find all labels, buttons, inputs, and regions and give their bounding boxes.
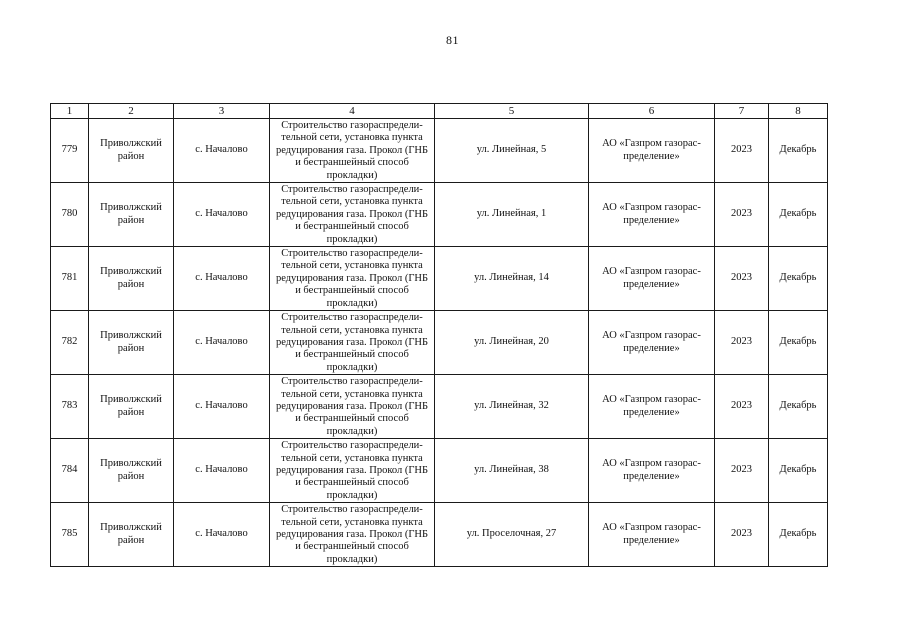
- row-number-cell: 782: [51, 311, 89, 375]
- address-cell: ул. Линейная, 38: [435, 439, 589, 503]
- description-cell: Строительство газораспредели-тельной сети, установка пункта редуцирования газа. Прокол (ГНБ и бестраншейный способ прокладки): [270, 247, 435, 311]
- year-cell: 2023: [715, 375, 769, 439]
- table-row: [51, 119, 828, 183]
- owner-cell: АО «Газпром газорас-пределение»: [589, 119, 715, 183]
- header-cell-4: 4: [270, 104, 435, 119]
- table-row: [51, 503, 828, 567]
- year-cell: 2023: [715, 183, 769, 247]
- owner-cell: АО «Газпром газорас-пределение»: [589, 503, 715, 567]
- owner-cell: АО «Газпром газорас-пределение»: [589, 183, 715, 247]
- district-cell: Приволжский район: [89, 183, 174, 247]
- month-cell: Декабрь: [769, 119, 828, 183]
- description-cell: Строительство газораспредели-тельной сети, установка пункта редуцирования газа. Прокол (ГНБ и бестраншейный способ прокладки): [270, 183, 435, 247]
- address-cell: ул. Линейная, 1: [435, 183, 589, 247]
- year-cell: 2023: [715, 439, 769, 503]
- owner-cell: АО «Газпром газорас-пределение»: [589, 311, 715, 375]
- address-cell: ул. Линейная, 5: [435, 119, 589, 183]
- header-cell-8: 8: [769, 104, 828, 119]
- year-cell: 2023: [715, 311, 769, 375]
- address-cell: ул. Линейная, 14: [435, 247, 589, 311]
- address-cell: ул. Линейная, 32: [435, 375, 589, 439]
- header-cell-1: 1: [51, 104, 89, 119]
- table-row: [51, 247, 828, 311]
- month-cell: Декабрь: [769, 311, 828, 375]
- row-number-cell: 781: [51, 247, 89, 311]
- table-row: [51, 375, 828, 439]
- header-cell-2: 2: [89, 104, 174, 119]
- month-cell: Декабрь: [769, 183, 828, 247]
- row-number-cell: 779: [51, 119, 89, 183]
- district-cell: Приволжский район: [89, 311, 174, 375]
- row-number-cell: 784: [51, 439, 89, 503]
- address-cell: ул. Проселочная, 27: [435, 503, 589, 567]
- header-cell-6: 6: [589, 104, 715, 119]
- settlement-cell: с. Началово: [174, 247, 270, 311]
- month-cell: Декабрь: [769, 439, 828, 503]
- year-cell: 2023: [715, 503, 769, 567]
- table-row: [51, 439, 828, 503]
- settlement-cell: с. Началово: [174, 375, 270, 439]
- header-cell-7: 7: [715, 104, 769, 119]
- settlement-cell: с. Началово: [174, 119, 270, 183]
- settlement-cell: с. Началово: [174, 439, 270, 503]
- settlement-cell: с. Началово: [174, 311, 270, 375]
- settlement-cell: с. Началово: [174, 503, 270, 567]
- header-cell-3: 3: [174, 104, 270, 119]
- owner-cell: АО «Газпром газорас-пределение»: [589, 247, 715, 311]
- page-number: 81: [446, 33, 459, 47]
- district-cell: Приволжский район: [89, 247, 174, 311]
- table-row: [51, 311, 828, 375]
- month-cell: Декабрь: [769, 247, 828, 311]
- row-number-cell: 780: [51, 183, 89, 247]
- district-cell: Приволжский район: [89, 439, 174, 503]
- district-cell: Приволжский район: [89, 119, 174, 183]
- row-number-cell: 785: [51, 503, 89, 567]
- description-cell: Строительство газораспредели-тельной сети, установка пункта редуцирования газа. Прокол (ГНБ и бестраншейный способ прокладки): [270, 503, 435, 567]
- header-cell-5: 5: [435, 104, 589, 119]
- year-cell: 2023: [715, 247, 769, 311]
- owner-cell: АО «Газпром газорас-пределение»: [589, 439, 715, 503]
- table-row: [51, 183, 828, 247]
- owner-cell: АО «Газпром газорас-пределение»: [589, 375, 715, 439]
- year-cell: 2023: [715, 119, 769, 183]
- row-number-cell: 783: [51, 375, 89, 439]
- description-cell: Строительство газораспредели-тельной сети, установка пункта редуцирования газа. Прокол (ГНБ и бестраншейный способ прокладки): [270, 119, 435, 183]
- address-cell: ул. Линейная, 20: [435, 311, 589, 375]
- district-cell: Приволжский район: [89, 503, 174, 567]
- description-cell: Строительство газораспредели-тельной сети, установка пункта редуцирования газа. Прокол (ГНБ и бестраншейный способ прокладки): [270, 311, 435, 375]
- month-cell: Декабрь: [769, 503, 828, 567]
- month-cell: Декабрь: [769, 375, 828, 439]
- document-table: [50, 103, 828, 567]
- description-cell: Строительство газораспредели-тельной сети, установка пункта редуцирования газа. Прокол (ГНБ и бестраншейный способ прокладки): [270, 439, 435, 503]
- table-header-row: [51, 104, 828, 119]
- district-cell: Приволжский район: [89, 375, 174, 439]
- description-cell: Строительство газораспредели-тельной сети, установка пункта редуцирования газа. Прокол (ГНБ и бестраншейный способ прокладки): [270, 375, 435, 439]
- settlement-cell: с. Началово: [174, 183, 270, 247]
